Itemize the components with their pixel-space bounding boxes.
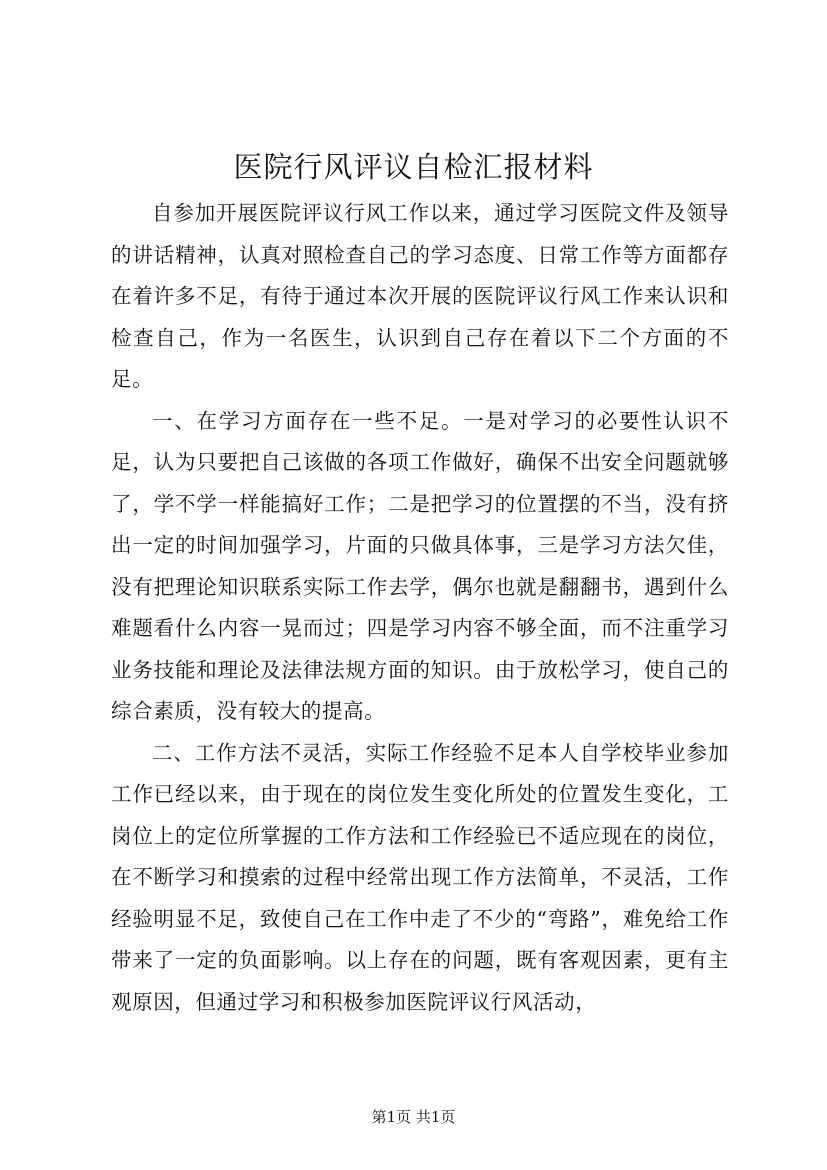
- paragraph-study-shortcomings: 一、在学习方面存在一些不足。一是对学习的必要性认识不足，认为只要把自己该做的各项工作做好，确保不出安全问题就够了，学不学一样能搞好工作；二是把学习的位置摆的不当，没有挤出一定的时间加强学习，片面的只做具体事，三是学习方法欠佳，没有把理论知识联系实际工作去学，偶尔也就是翻翻书，遇到什么难题看什么内容一晃而过；四是学习内容不够全面，而不注重学习业务技能和理论及法律法规方面的知识。由于放松学习，使自己的综合素质，没有较大的提高。: [111, 408, 729, 723]
- paragraph-work-method-shortcomings: 二、工作方法不灵活，实际工作经验不足本人自学校毕业参加工作已经以来，由于现在的岗位发生变化所处的位置发生变化，工岗位上的定位所掌握的工作方法和工作经验已不适应现在的岗位，在不断学习和摸索的过程中经常出现工作方法简单，不灵活，工作经验明显不足，致使自己在工作中走了不少的“弯路”，难免给工作带来了一定的负面影响。以上存在的问题，既有客观因素，更有主观原因，但通过学习和积极参加医院评议行风活动，: [111, 740, 729, 1014]
- paragraph-intro: 自参加开展医院评议行风工作以来，通过学习医院文件及领导的讲话精神，认真对照检查自己的学习态度、日常工作等方面都存在着许多不足，有待于通过本次开展的医院评议行风工作来认识和检查自己，作为一名医生，认识到自己存在着以下二个方面的不足。: [111, 201, 729, 391]
- document-title: 医院行风评议自检汇报材料: [233, 150, 594, 184]
- document-body: [111, 193, 729, 1023]
- page-footer: 第1页 共1页: [371, 1108, 456, 1126]
